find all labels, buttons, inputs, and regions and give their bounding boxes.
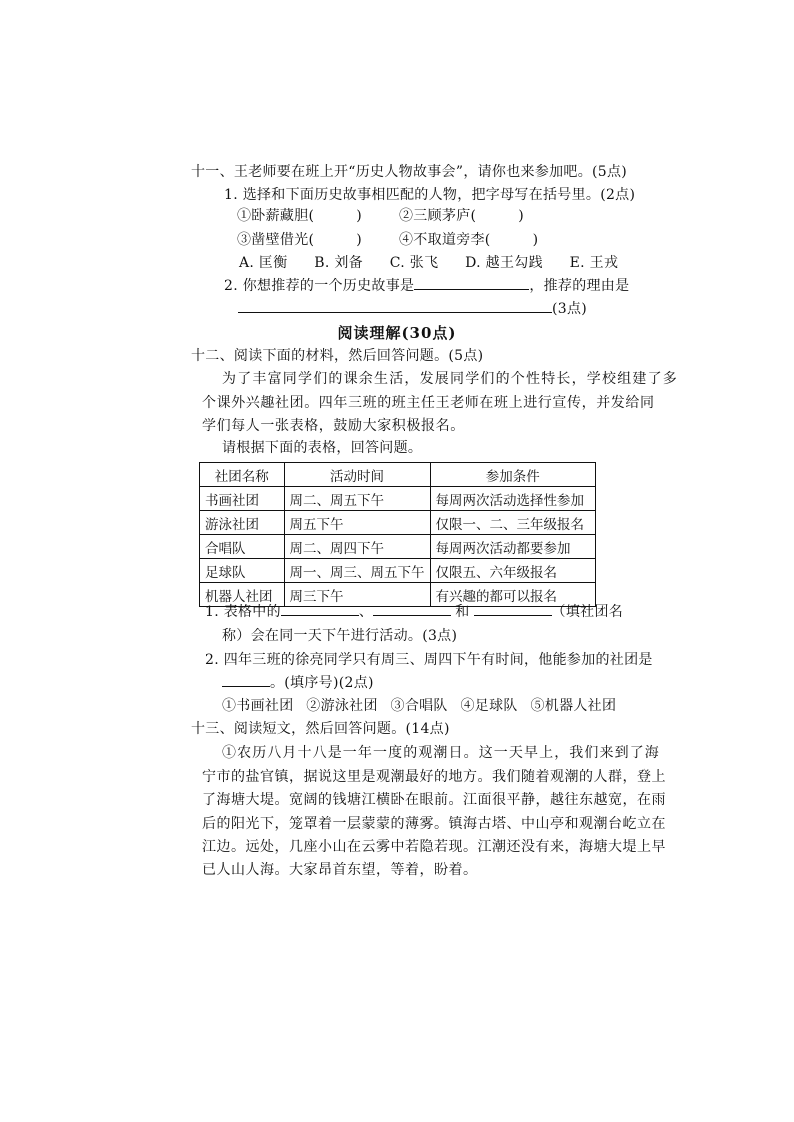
story-3 <box>237 231 362 249</box>
q11-sub2 <box>224 277 629 295</box>
paren-close: ) <box>518 208 525 224</box>
requirement-cell: 每周两次活动选择性参加 <box>430 487 596 511</box>
paren-close: ) <box>532 232 539 248</box>
option-c: C. 张飞 <box>389 255 439 271</box>
q13-text-line-4: 后的阳光下，笼罩着一层蒙蒙的薄雾。镇海古塔、中山亭和观潮台屹立在 <box>202 816 666 832</box>
q11-sub2-prefix: 2. 你想推荐的一个历史故事是 <box>224 278 415 294</box>
club-name-cell: 游泳社团 <box>200 511 285 535</box>
q11-title: 十一、王老师要在班上开“历史人物故事会”，请你也来参加吧。(5点) <box>191 164 628 180</box>
header-requirements: 参加条件 <box>430 463 596 487</box>
q13-text-line-3: 了海塘大堤。宽阔的钱塘江横卧在眼前。江面很平静，越往东越宽，在雨 <box>202 792 666 808</box>
requirement-cell: 有兴趣的都可以报名 <box>430 583 596 607</box>
q13-text-line-2: 宁市的盐官镇，据说这里是观潮最好的地方。我们随着观潮的人群，登上 <box>202 769 666 785</box>
activity-time-cell: 周一、周三、周五下午 <box>284 559 430 583</box>
q13-title: 十三、阅读短文，然后回答问题。(14点) <box>191 721 450 737</box>
q12-paragraph-line-1: 为了丰富同学们的课余生活，发展同学们的个性特长，学校组建了多 <box>222 371 678 387</box>
q12-question-1-cont: 称）会在同一天下午进行活动。(3点) <box>222 628 458 644</box>
q11-sub2-points: (3点) <box>552 301 588 317</box>
q11-options <box>239 254 632 272</box>
club-name-cell: 书画社团 <box>200 487 285 511</box>
story-4 <box>399 231 538 249</box>
q12-title: 十二、阅读下面的材料，然后回答问题。(5点) <box>191 348 484 364</box>
story-4-label: ④不取道旁李( <box>399 232 491 248</box>
q12-q2-suffix: 。(填序号)(2点) <box>270 675 374 691</box>
q13-text-line-1: ①农历八月十八是一年一度的观潮日。这一天早上，我们来到了海 <box>222 745 660 761</box>
table-row <box>200 511 596 535</box>
club-answer-blank-3[interactable] <box>474 603 552 616</box>
table-header-row <box>200 463 596 487</box>
q13-text-line-6: 已人山人海。大家昂首东望，等着，盼着。 <box>202 862 478 878</box>
club-name-cell: 合唱队 <box>200 535 285 559</box>
club-table <box>199 462 596 607</box>
table-row <box>200 535 596 559</box>
option-d: D. 越王勾践 <box>465 255 543 271</box>
choice-2: ②游泳社团 <box>306 698 378 714</box>
q11-sub2-middle: ，推荐的理由是 <box>529 278 630 294</box>
activity-time-cell: 周五下午 <box>284 511 430 535</box>
q12-choices <box>222 697 616 715</box>
story-2 <box>399 207 524 225</box>
story-3-label: ③凿壁借光( <box>237 232 315 248</box>
option-a: A. 匡衡 <box>239 255 288 271</box>
club-number-blank[interactable] <box>222 674 270 687</box>
table-row <box>200 559 596 583</box>
choice-1: ①书画社团 <box>222 698 294 714</box>
choice-3: ③合唱队 <box>390 698 448 714</box>
q12-question-2-cont <box>222 674 374 692</box>
q12-paragraph-line-3: 学们每人一张表格，鼓励大家积极报名。 <box>202 418 465 434</box>
q12-q1-sep: 、 <box>358 604 374 620</box>
header-activity-time: 活动时间 <box>284 463 430 487</box>
choice-5: ⑤机器人社团 <box>530 698 617 714</box>
club-name-cell: 机器人社团 <box>200 583 285 607</box>
table-row <box>200 487 596 511</box>
club-answer-blank-2[interactable] <box>373 603 451 616</box>
story-1 <box>237 207 362 225</box>
requirement-cell: 仅限一、二、三年级报名 <box>430 511 596 535</box>
paren-close: ) <box>356 208 363 224</box>
q12-q1-prefix: 1. 表格中的 <box>205 604 281 620</box>
activity-time-cell: 周二、周四下午 <box>284 535 430 559</box>
q12-question-1 <box>205 603 623 621</box>
option-b: B. 刘备 <box>314 255 363 271</box>
q12-q1-suffix: （填社团名 <box>551 604 624 620</box>
reading-section-title: 阅读理解(30点) <box>337 324 457 342</box>
choice-4: ④足球队 <box>460 698 518 714</box>
requirement-cell: 每周两次活动都要参加 <box>430 535 596 559</box>
option-e: E. 王戎 <box>569 255 619 271</box>
club-name-cell: 足球队 <box>200 559 285 583</box>
paren-close: ) <box>356 232 363 248</box>
story-answer-blank[interactable] <box>414 277 529 290</box>
q12-paragraph-line-2: 个课外兴趣社团。四年三班的班主任王老师在班上进行宣传，并发给同 <box>202 395 655 411</box>
activity-time-cell: 周二、周五下午 <box>284 487 430 511</box>
q12-q1-and: 和 <box>455 604 470 620</box>
activity-time-cell: 周三下午 <box>284 583 430 607</box>
q11-sub1: 1. 选择和下面历史故事相匹配的人物，把字母写在括号里。(2点) <box>224 187 636 203</box>
q12-question-2: 2. 四年三班的徐亮同学只有周三、周四下午有时间，他能参加的社团是 <box>205 652 653 668</box>
story-2-label: ②三顾茅庐( <box>399 208 477 224</box>
q12-instruction: 请根据下面的表格，回答问题。 <box>222 440 423 456</box>
reason-answer-blank[interactable] <box>238 300 552 313</box>
requirement-cell: 仅限五、六年级报名 <box>430 559 596 583</box>
q11-reason-line <box>238 300 587 318</box>
story-1-label: ①卧薪藏胆( <box>237 208 315 224</box>
club-answer-blank-1[interactable] <box>281 603 359 616</box>
header-club-name: 社团名称 <box>200 463 285 487</box>
q13-text-line-5: 江边。远处，几座小山在云雾中若隐若现。江潮还没有来，海塘大堤上早 <box>202 839 666 855</box>
